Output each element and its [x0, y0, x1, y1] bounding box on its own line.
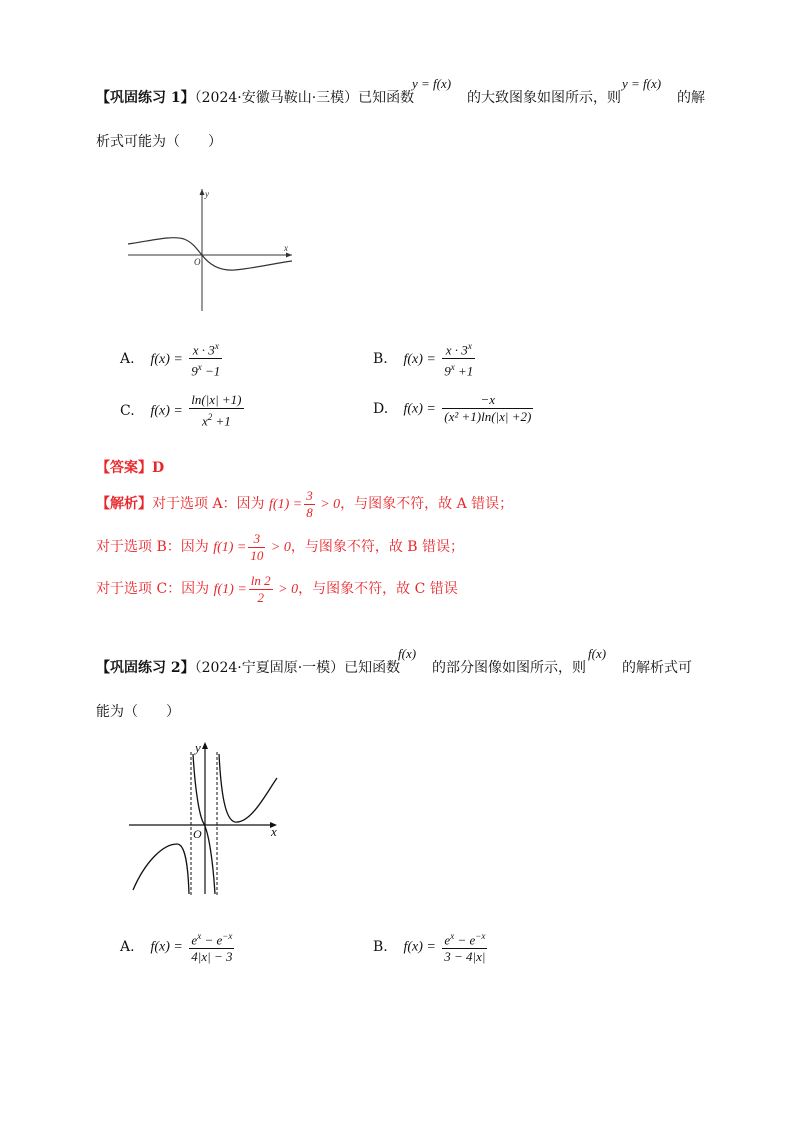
q1-analysis-c: 对于选项 C：因为 f(1) = $\frac{\ln 2}{2}$ > 0，与图象不符，故 C 错误 — [96, 572, 458, 605]
q2-func2: f(x) — [588, 646, 607, 661]
q2-graph — [125, 738, 285, 898]
q1-option-d-fraction: $\frac{-x}{\text{(x² +1)ln(|x| +2)}}$ — [444, 392, 532, 424]
q2-curve-right — [219, 754, 277, 822]
q2-mid: 的部分图像如图所示，则 — [432, 660, 586, 676]
q1-source: （2024·安徽马鞍山·三模）已知函数 — [194, 90, 415, 106]
q1-option-a-fraction: $\frac{x \cdot 3^x}{9^x -1}$ — [189, 338, 222, 380]
q1-origin-label: O — [194, 257, 201, 267]
q2-origin-label: O — [193, 827, 202, 841]
q1-analysis-tag: 【解析】 — [96, 496, 152, 512]
q2-stem-line1 — [96, 658, 400, 678]
q1-x-label: x — [284, 243, 288, 253]
q2-option-a-fraction: $\frac{e^x - e^{-x}}{4|x| - 3}$ — [189, 928, 234, 965]
q1-answer — [96, 458, 164, 478]
q2-stem-line2: 能为（ ） — [96, 704, 180, 720]
q2-end: 的解析式可 — [622, 660, 692, 676]
q1-y-label: y — [205, 189, 209, 199]
q2-func1: f(x) — [398, 646, 417, 661]
q2-x-label: x — [271, 824, 277, 839]
q1-mid: 的大致图象如图所示，则 — [467, 90, 621, 106]
q2-curve-left — [133, 844, 189, 894]
q1-option-d[interactable]: D. f(x) = $\frac{-x}{\text{(x² +1)ln(|x| +2)}}$ — [373, 392, 532, 424]
q1-answer-tag: 【答案】 — [96, 460, 152, 476]
q1-analysis-a: 【解析】对于选项 A：因为 f(1) = $\frac{3}{8}$ > 0，与图象不符，故 A 错误； — [96, 487, 514, 520]
q1-stem-line1 — [96, 88, 414, 108]
q1-option-b[interactable]: B. f(x) = $\frac{x \cdot 3^x}{9^x +1}$ — [373, 338, 477, 380]
q1-func2: y = f(x) — [622, 76, 662, 91]
q1-end: 的解 — [677, 90, 705, 106]
q1-option-c[interactable]: C. f(x) = $\frac{\ln(|x| +1)}{x^2 +1}$ — [120, 392, 242, 429]
q1-tag: 【巩固练习 1】 — [96, 90, 195, 106]
q1-option-a[interactable]: A. f(x) = $\frac{x \cdot 3^x}{9^x -1}$ — [120, 338, 224, 380]
q1-graph — [120, 185, 300, 315]
q2-curve-middle — [193, 754, 215, 894]
q2-option-a[interactable]: A. f(x) = $\frac{e^x - e^{-x}}{4|x| - 3}$ — [120, 928, 236, 965]
q1-analysis-b: 对于选项 B：因为 f(1) = $\frac{3}{10}$ > 0，与图象不符，故 B 错误； — [96, 530, 465, 563]
q1-func1: y = f(x) — [412, 76, 452, 91]
q1-option-c-fraction: $\frac{\ln(|x| +1)}{x^2 +1}$ — [191, 392, 242, 429]
q1-stem-line2: 析式可能为（ ） — [96, 134, 222, 150]
q1-curve — [128, 238, 292, 270]
q2-tag: 【巩固练习 2】 — [96, 660, 195, 676]
q1-option-b-fraction: $\frac{x \cdot 3^x}{9^x +1}$ — [442, 338, 475, 380]
q2-option-b-fraction: $\frac{e^x - e^{-x}}{3 - 4|x|}$ — [442, 928, 487, 965]
q2-source: （2024·宁夏固原·一模）已知函数 — [194, 660, 401, 676]
q2-y-label: y — [195, 740, 201, 755]
q2-option-b[interactable]: B. f(x) = $\frac{e^x - e^{-x}}{3 - 4|x|}$ — [373, 928, 489, 965]
q1-answer-value: D — [152, 460, 165, 476]
